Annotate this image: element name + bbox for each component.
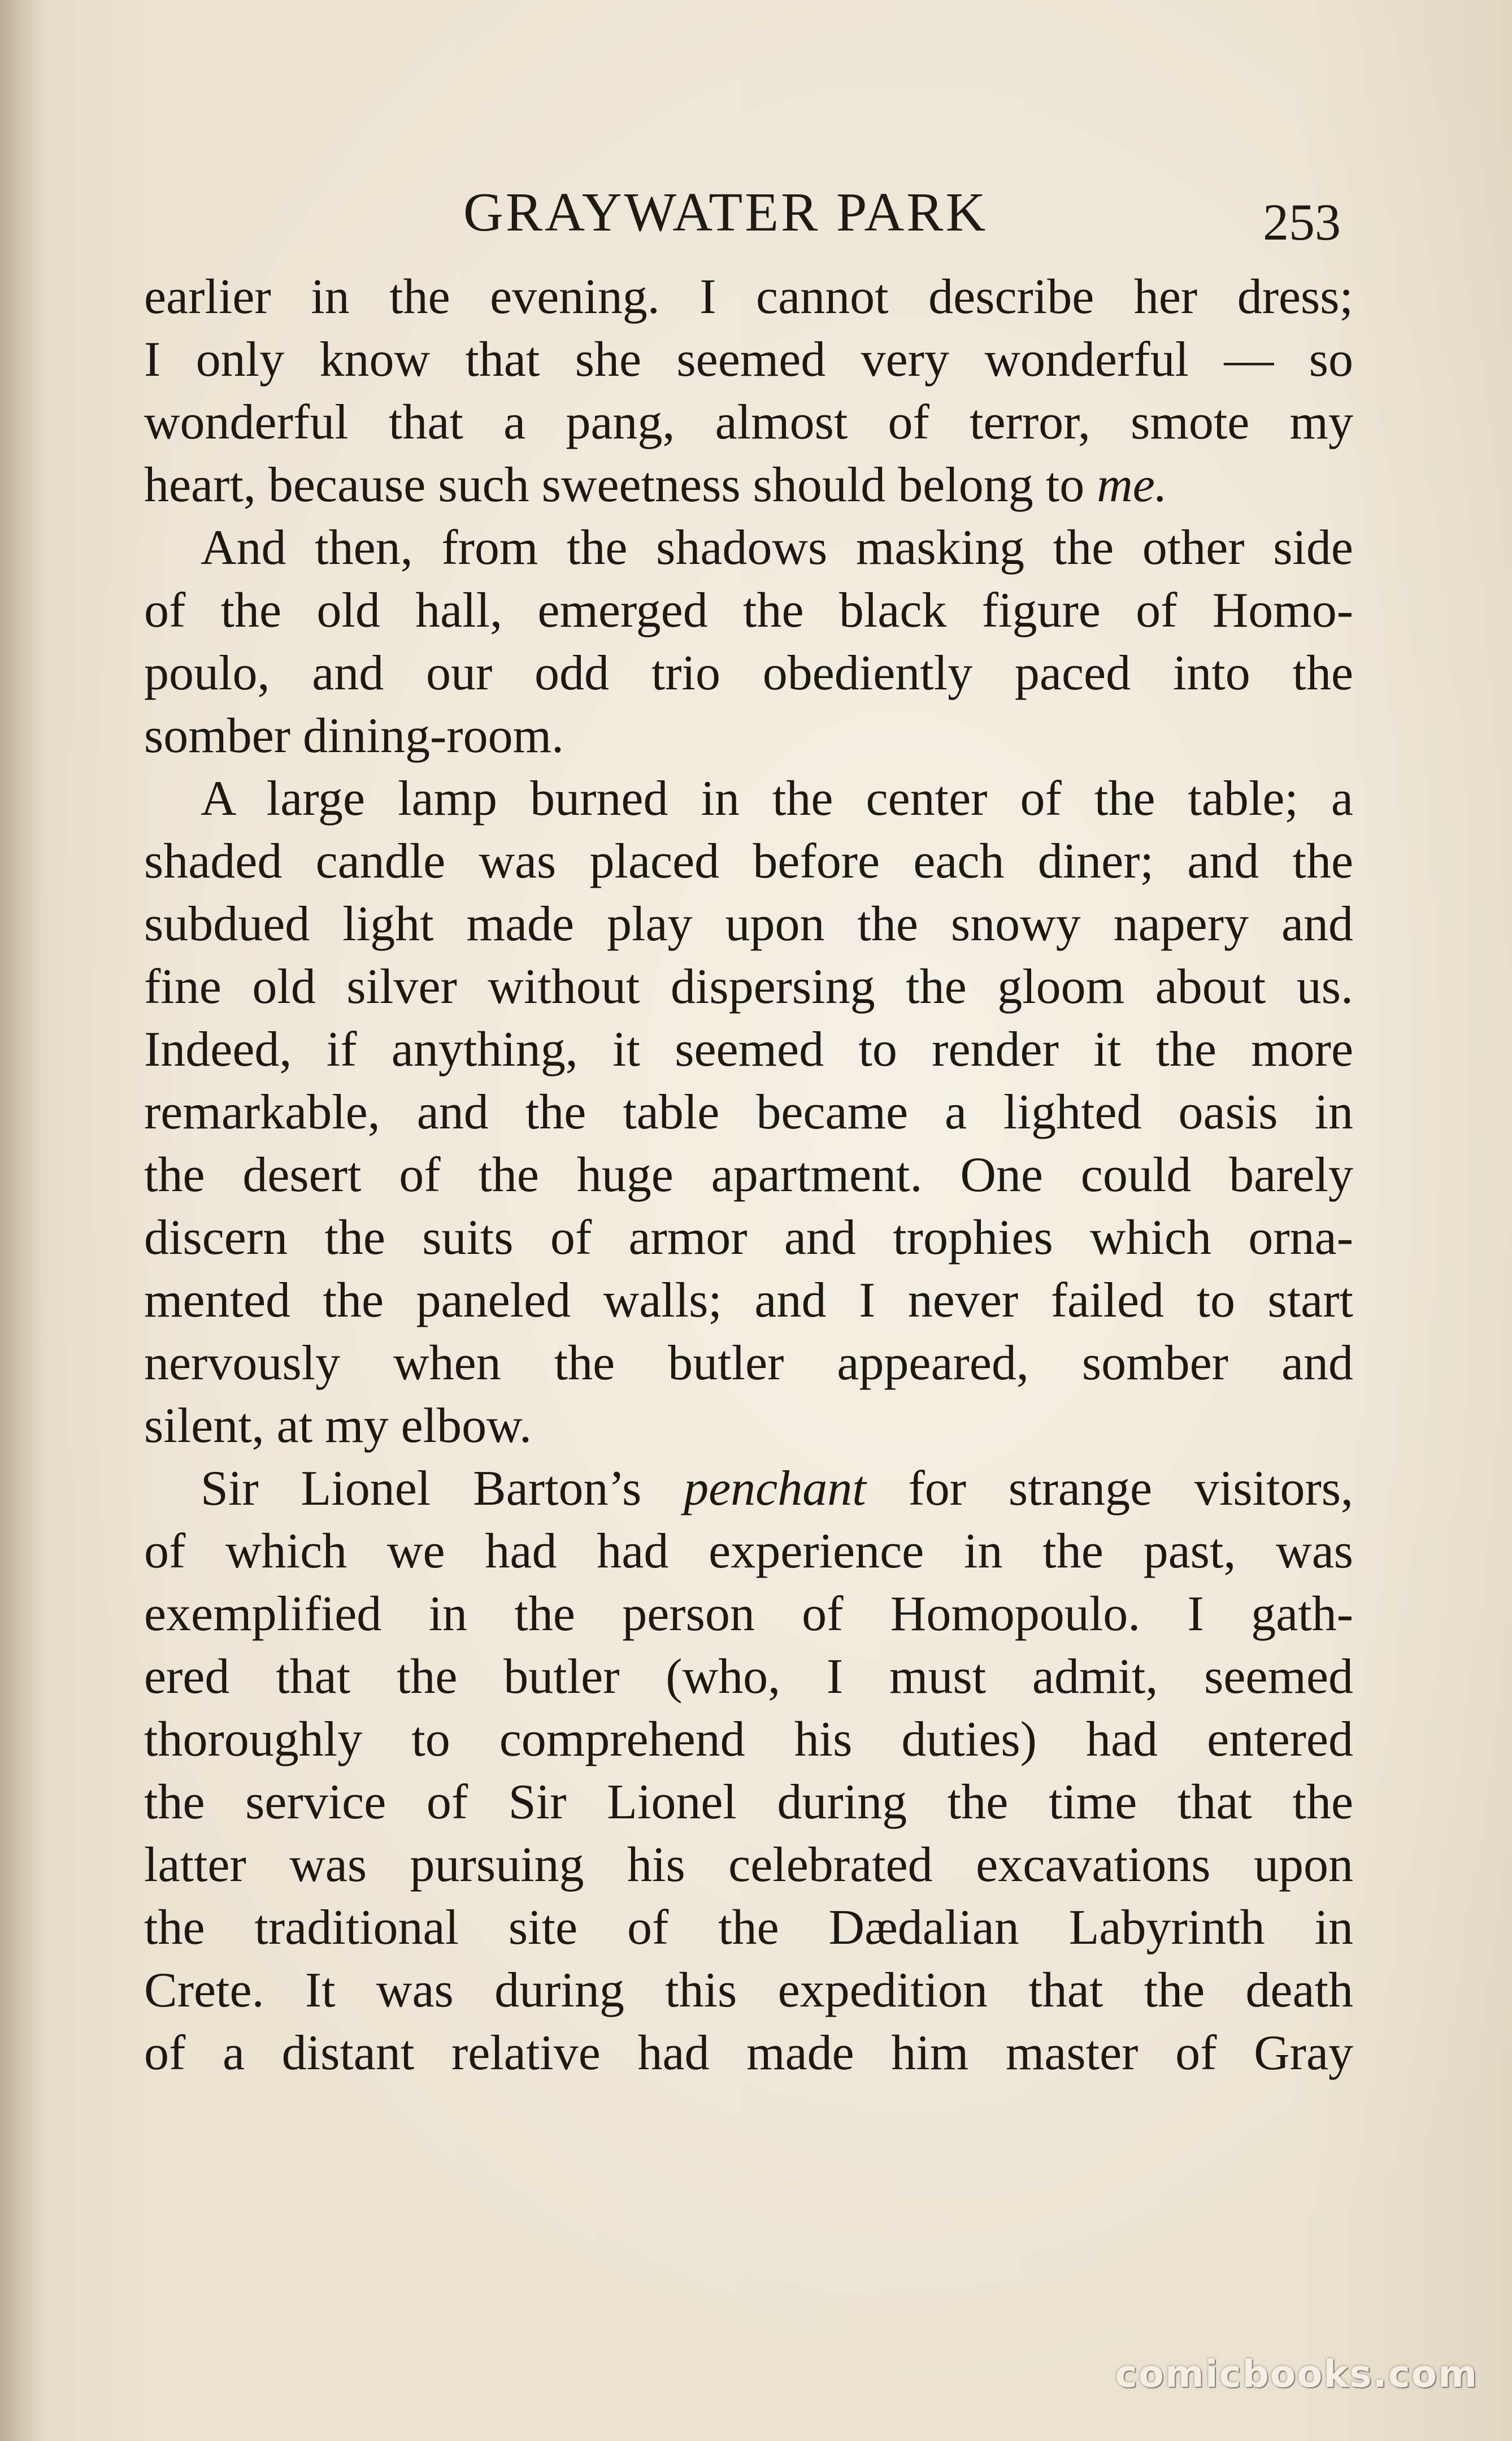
text-line	[144, 328, 1353, 391]
text-line	[144, 1269, 1353, 1332]
text-line	[144, 1959, 1353, 2022]
body-text	[144, 266, 1353, 2084]
italic-word: me.	[1097, 458, 1167, 512]
text-line	[144, 1395, 1353, 1457]
text-line	[144, 1583, 1353, 1645]
text-line-content: thoroughly to comprehend his duties) had entered	[144, 1712, 1353, 1767]
text-line	[144, 1645, 1353, 1708]
text-line	[144, 767, 1353, 830]
watermark-logo: comicbooks.com	[1115, 2352, 1478, 2396]
text-line-content: earlier in the evening. I cannot describe her dress;	[144, 270, 1353, 324]
text-line-content: nervously when the butler appeared, somber and	[144, 1336, 1353, 1391]
text-line	[144, 1457, 1353, 1520]
text-line-content: fine old silver without dispersing the gloom about us.	[144, 959, 1353, 1014]
text-line	[144, 1834, 1353, 1896]
text-line-content: ered that the butler (who, I must admit, seemed	[144, 1649, 1353, 1704]
text-line-content: Indeed, if anything, it seemed to render it the more	[144, 1022, 1353, 1077]
text-line-content: And then, from the shadows masking the other side	[201, 520, 1353, 575]
text-line	[144, 642, 1353, 705]
text-line-content: heart, because such sweetness should belong to	[144, 458, 1097, 512]
gutter-shadow	[0, 0, 40, 2441]
text-line-content: mented the paneled walls; and I never failed to start	[144, 1273, 1353, 1328]
running-head-title: GRAYWATER PARK	[463, 182, 988, 243]
text-line	[144, 893, 1353, 955]
text-line	[144, 1896, 1353, 1959]
text-line-content: the service of Sir Lionel during the time that the	[144, 1775, 1353, 1830]
italic-word: penchant	[684, 1461, 866, 1516]
text-line-content: wonderful that a pang, almost of terror, smote my	[144, 395, 1353, 450]
text-line-tail: for strange visitors,	[866, 1461, 1353, 1516]
text-line-content: discern the suits of armor and trophies which orna-	[144, 1210, 1353, 1265]
text-line-content: remarkable, and the table became a lighted oasis in	[144, 1085, 1353, 1140]
text-line	[144, 516, 1353, 579]
text-line-content: the traditional site of the Dædalian Labyrinth in	[144, 1900, 1353, 1955]
text-line-content: latter was pursuing his celebrated excavations upon	[144, 1838, 1353, 1892]
text-line	[144, 579, 1353, 642]
page-number: 253	[1263, 193, 1341, 251]
text-line-content: of which we had had experience in the past, was	[144, 1524, 1353, 1579]
text-line	[144, 955, 1353, 1018]
text-line-content: somber dining-room.	[144, 709, 564, 763]
text-line	[144, 1332, 1353, 1395]
text-line	[144, 1708, 1353, 1771]
text-line-content: subdued light made play upon the snowy napery and	[144, 897, 1353, 952]
text-line	[144, 1081, 1353, 1144]
text-line	[144, 1771, 1353, 1834]
text-line-content: A large lamp burned in the center of the table; a	[201, 771, 1353, 826]
text-line	[144, 454, 1353, 516]
text-line-content: of the old hall, emerged the black figure of Homo-	[144, 583, 1353, 638]
text-line-content: Sir Lionel Barton’s	[201, 1461, 684, 1516]
text-line-content: of a distant relative had made him master of Gray	[144, 2026, 1353, 2081]
text-line	[144, 830, 1353, 893]
text-line	[144, 1520, 1353, 1583]
text-line-content: Crete. It was during this expedition that the death	[144, 1963, 1353, 2018]
text-line	[144, 2022, 1353, 2084]
text-line-content: exemplified in the person of Homopoulo. I gath-	[144, 1587, 1353, 1641]
text-line-content: silent, at my elbow.	[144, 1398, 532, 1453]
text-line	[144, 391, 1353, 454]
text-line	[144, 705, 1353, 767]
text-line-content: shaded candle was placed before each diner; and the	[144, 834, 1353, 889]
text-line	[144, 266, 1353, 328]
text-line-content: the desert of the huge apartment. One could barely	[144, 1148, 1353, 1202]
text-line	[144, 1206, 1353, 1269]
text-line	[144, 1144, 1353, 1206]
text-line-content: I only know that she seemed very wonderful — so	[144, 332, 1353, 387]
running-head	[0, 170, 1512, 249]
text-line	[144, 1018, 1353, 1081]
text-line-content: poulo, and our odd trio obediently paced into the	[144, 646, 1353, 701]
